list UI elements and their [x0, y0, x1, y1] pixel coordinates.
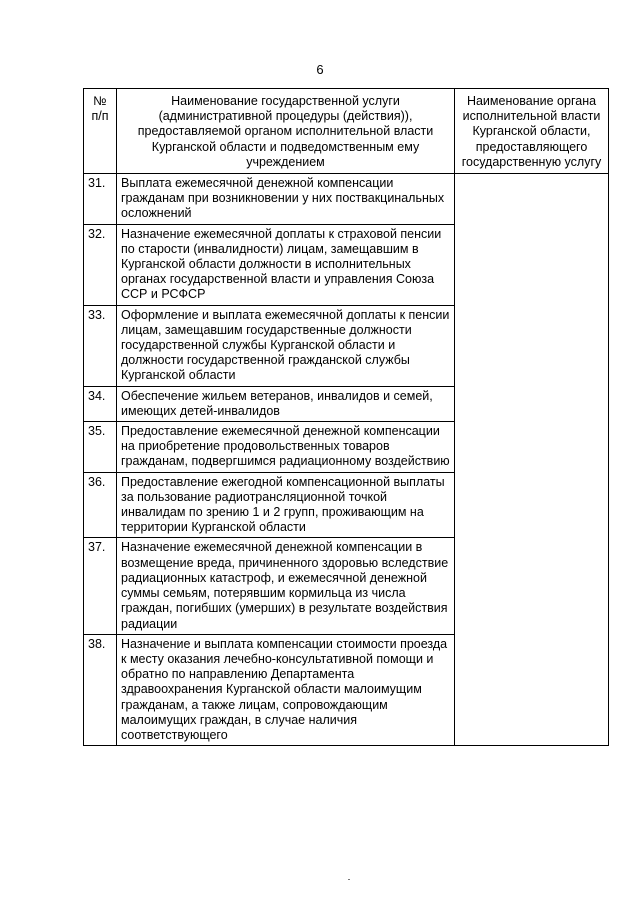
- services-table: [83, 88, 609, 746]
- row-service: Обеспечение жильем ветеранов, инвалидов и семей, имеющих детей-инвалидов: [117, 386, 455, 421]
- row-number: 34.: [84, 386, 117, 421]
- row-service: Оформление и выплата ежемесячной доплаты к пенсии лицам, замещавшим государственные должности государственной службы Курганской области и должности государственной гражданской службы Курганской области: [117, 305, 455, 386]
- row-service: Предоставление ежегодной компенсационной выплаты за пользование радиотрансляционной точкой инвалидам по зрению 1 и 2 групп, проживающим на территории Курганской области: [117, 472, 455, 538]
- organ-cell: [455, 174, 609, 746]
- row-service: Назначение ежемесячной денежной компенсации в возмещение вреда, причиненного здоровью вследствие радиационных катастроф, и ежемесячной денежной суммы семьям, потерявшим кормильца из числа граждан, погибших (умерших) в результате воздействия радиации: [117, 538, 455, 634]
- row-number: 36.: [84, 472, 117, 538]
- header-number: № п/п: [84, 89, 117, 174]
- row-number: 38.: [84, 634, 117, 745]
- page-number: 6: [316, 62, 324, 77]
- row-service: Выплата ежемесячной денежной компенсации гражданам при возникновении у них поствакцинальных осложнений: [117, 174, 455, 225]
- header-organ-name: Наименование органа исполнительной власти Курганской области, предоставляющего государственную услугу: [455, 89, 609, 174]
- table-header-row: [84, 89, 609, 174]
- scan-speck: [348, 879, 350, 880]
- row-number: 32.: [84, 224, 117, 305]
- row-number: 33.: [84, 305, 117, 386]
- row-service: Предоставление ежемесячной денежной компенсации на приобретение продовольственных товаров гражданам, подвергшимся радиационному воздействию: [117, 422, 455, 473]
- row-service: Назначение ежемесячной доплаты к страховой пенсии по старости (инвалидности) лицам, замещавшим в Курганской области должности в исполнительных органах государственной власти и управления Союза ССР и РСФСР: [117, 224, 455, 305]
- row-service: Назначение и выплата компенсации стоимости проезда к месту оказания лечебно-консультативной помощи и обратно по направлению Департамента здравоохранения Курганской области малоимущим гражданам, а также лицам, сопровождающим малоимущих граждан, в случае наличия соответствующего: [117, 634, 455, 745]
- row-number: 31.: [84, 174, 117, 225]
- table-row: [84, 174, 609, 225]
- row-number: 35.: [84, 422, 117, 473]
- row-number: 37.: [84, 538, 117, 634]
- header-service-name: Наименование государственной услуги (административной процедуры (действия)), предоставляемой органом исполнительной власти Курганской области и подведомственным ему учреждением: [117, 89, 455, 174]
